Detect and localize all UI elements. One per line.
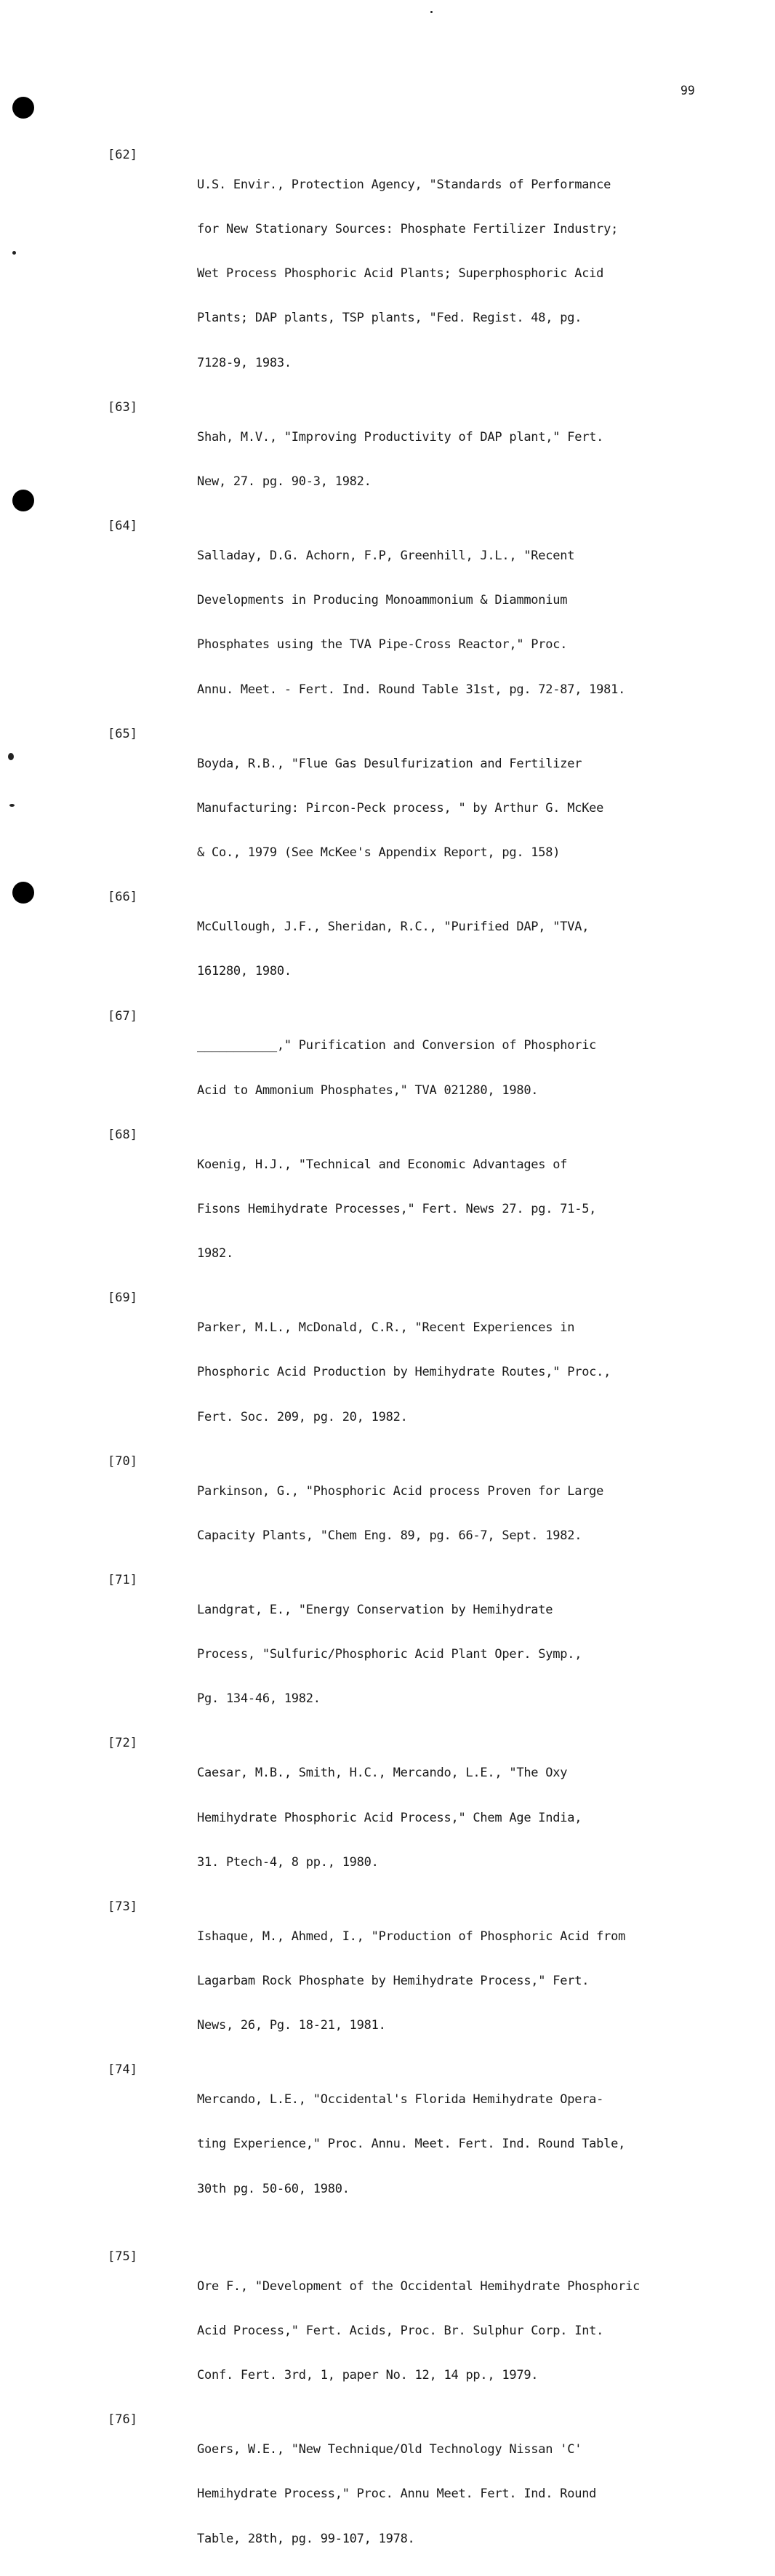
reference-number: [66] bbox=[108, 890, 137, 905]
reference-line: Annu. Meet. - Fert. Ind. Round Table 31st, pg. 72-87, 1981. bbox=[197, 682, 626, 697]
reference-line: Capacity Plants, "Chem Eng. 89, pg. 66-7, Sept. 1982. bbox=[197, 1528, 582, 1543]
reference-item bbox=[0, 2062, 775, 2225]
reference-item bbox=[0, 1454, 775, 1573]
reference-number: [76] bbox=[108, 2412, 137, 2428]
reference-line: 7128-9, 1983. bbox=[197, 355, 292, 370]
reference-number: [64] bbox=[108, 519, 137, 534]
reference-line: Developments in Producing Monoammonium & Diammonium bbox=[197, 593, 568, 608]
reference-item bbox=[0, 890, 775, 1008]
reference-line: Lagarbam Rock Phosphate by Hemihydrate Process," Fert. bbox=[197, 1973, 590, 1988]
reference-number: [68] bbox=[108, 1127, 137, 1142]
reference-line: News, 26, Pg. 18-21, 1981. bbox=[197, 2018, 386, 2033]
speck bbox=[430, 11, 433, 13]
page-number: 99 bbox=[680, 84, 695, 97]
reference-text bbox=[197, 1291, 757, 1454]
reference-line: Parker, M.L., McDonald, C.R., "Recent Experiences in bbox=[197, 1320, 575, 1336]
reference-line: Boyda, R.B., "Flue Gas Desulfurization and Fertilizer bbox=[197, 756, 582, 771]
reference-number: [73] bbox=[108, 1899, 137, 1914]
reference-number: [72] bbox=[108, 1736, 137, 1751]
reference-line: Pg. 134-46, 1982. bbox=[197, 1691, 321, 1707]
reference-text bbox=[197, 1736, 757, 1899]
reference-line: 161280, 1980. bbox=[197, 964, 292, 979]
reference-text bbox=[197, 148, 757, 400]
binder-hole-top bbox=[12, 97, 34, 119]
reference-text bbox=[197, 1454, 757, 1573]
reference-line: Parkinson, G., "Phosphoric Acid process Proven for Large bbox=[197, 1483, 604, 1499]
reference-item bbox=[0, 1291, 775, 1454]
reference-item bbox=[0, 1128, 775, 1291]
reference-item bbox=[0, 148, 775, 400]
reference-text bbox=[197, 1573, 757, 1736]
reference-line: Phosphates using the TVA Pipe-Cross Reactor," Proc. bbox=[197, 637, 568, 653]
reference-item bbox=[0, 519, 775, 727]
reference-text bbox=[197, 1899, 757, 2062]
reference-line: Acid to Ammonium Phosphates," TVA 021280, 1980. bbox=[197, 1082, 539, 1098]
reference-number: [75] bbox=[108, 2249, 137, 2264]
reference-number: [63] bbox=[108, 399, 137, 415]
reference-line: Mercando, L.E., "Occidental's Florida Hemihydrate Opera- bbox=[197, 2092, 604, 2108]
reference-line: Ishaque, M., Ahmed, I., "Production of Phosphoric Acid from bbox=[197, 1929, 626, 1944]
reference-line: Fert. Soc. 209, pg. 20, 1982. bbox=[197, 1409, 408, 1424]
reference-line: Goers, W.E., "New Technique/Old Technology Nissan 'C' bbox=[197, 2442, 582, 2457]
reference-line: Table, 28th, pg. 99-107, 1978. bbox=[197, 2531, 415, 2546]
reference-line: Process, "Sulfuric/Phosphoric Acid Plant Oper. Symp., bbox=[197, 1647, 582, 1662]
reference-line: 1982. bbox=[197, 1246, 233, 1261]
reference-line: Landgrat, E., "Energy Conservation by Hemihydrate bbox=[197, 1602, 553, 1617]
reference-number: [67] bbox=[108, 1008, 137, 1024]
reference-line: Plants; DAP plants, TSP plants, "Fed. Regist. 48, pg. bbox=[197, 311, 582, 326]
reference-text bbox=[197, 1128, 757, 1291]
reference-line: New, 27. pg. 90-3, 1982. bbox=[197, 474, 372, 489]
reference-item bbox=[0, 2249, 775, 2412]
reference-text bbox=[197, 1009, 757, 1128]
reference-text bbox=[197, 890, 757, 1008]
reference-text bbox=[197, 519, 757, 727]
reference-line: Hemihydrate Phosphoric Acid Process," Chem Age India, bbox=[197, 1810, 582, 1825]
reference-line: Fisons Hemihydrate Processes," Fert. News 27. pg. 71-5, bbox=[197, 1201, 597, 1216]
reference-number: [70] bbox=[108, 1454, 137, 1469]
reference-text bbox=[197, 2249, 757, 2412]
reference-line: Ore F., "Development of the Occidental Hemihydrate Phosphoric bbox=[197, 2278, 641, 2294]
reference-list bbox=[0, 148, 775, 2576]
reference-item bbox=[0, 400, 775, 519]
section-gap bbox=[0, 2226, 775, 2249]
reference-line: Koenig, H.J., "Technical and Economic Advantages of bbox=[197, 1157, 568, 1172]
reference-line: Wet Process Phosphoric Acid Plants; Superphosphoric Acid bbox=[197, 266, 604, 282]
reference-text bbox=[197, 400, 757, 519]
reference-line: Hemihydrate Process," Proc. Annu Meet. Fert. Ind. Round bbox=[197, 2487, 597, 2502]
reference-line: Acid Process," Fert. Acids, Proc. Br. Sulphur Corp. Int. bbox=[197, 2323, 604, 2338]
reference-line: Conf. Fert. 3rd, 1, paper No. 12, 14 pp., 1979. bbox=[197, 2368, 539, 2383]
reference-number: [71] bbox=[108, 1573, 137, 1587]
reference-line: for New Stationary Sources: Phosphate Fertilizer Industry; bbox=[197, 222, 619, 237]
reference-item bbox=[0, 1573, 775, 1736]
reference-line: Phosphoric Acid Production by Hemihydrate Routes," Proc., bbox=[197, 1365, 611, 1380]
reference-line: Salladay, D.G. Achorn, F.P, Greenhill, J.L., "Recent bbox=[197, 548, 575, 563]
reference-item bbox=[0, 1009, 775, 1128]
reference-line: & Co., 1979 (See McKee's Appendix Report, pg. 158) bbox=[197, 845, 561, 861]
reference-number: [74] bbox=[108, 2062, 137, 2078]
reference-item bbox=[0, 2412, 775, 2575]
reference-text bbox=[197, 727, 757, 890]
reference-text bbox=[197, 2412, 757, 2575]
reference-item bbox=[0, 1899, 775, 2062]
reference-line: ___________," Purification and Conversion of Phosphoric bbox=[197, 1038, 597, 1053]
reference-line: Shah, M.V., "Improving Productivity of DAP plant," Fert. bbox=[197, 429, 604, 444]
reference-item bbox=[0, 1736, 775, 1899]
reference-number: [65] bbox=[108, 726, 137, 741]
reference-line: McCullough, J.F., Sheridan, R.C., "Purified DAP, "TVA, bbox=[197, 920, 590, 935]
reference-number: [62] bbox=[108, 148, 137, 162]
reference-line: 31. Ptech-4, 8 pp., 1980. bbox=[197, 1854, 379, 1870]
reference-text bbox=[197, 2062, 757, 2225]
reference-item bbox=[0, 727, 775, 890]
reference-number: [69] bbox=[108, 1291, 137, 1306]
reference-line: 30th pg. 50-60, 1980. bbox=[197, 2181, 350, 2196]
reference-line: Caesar, M.B., Smith, H.C., Mercando, L.E., "The Oxy bbox=[197, 1766, 568, 1781]
reference-line: Manufacturing: Pircon-Peck process, " by Arthur G. McKee bbox=[197, 800, 604, 816]
reference-line: ting Experience," Proc. Annu. Meet. Fert. Ind. Round Table, bbox=[197, 2137, 626, 2152]
reference-line: U.S. Envir., Protection Agency, "Standards of Performance bbox=[197, 177, 611, 192]
